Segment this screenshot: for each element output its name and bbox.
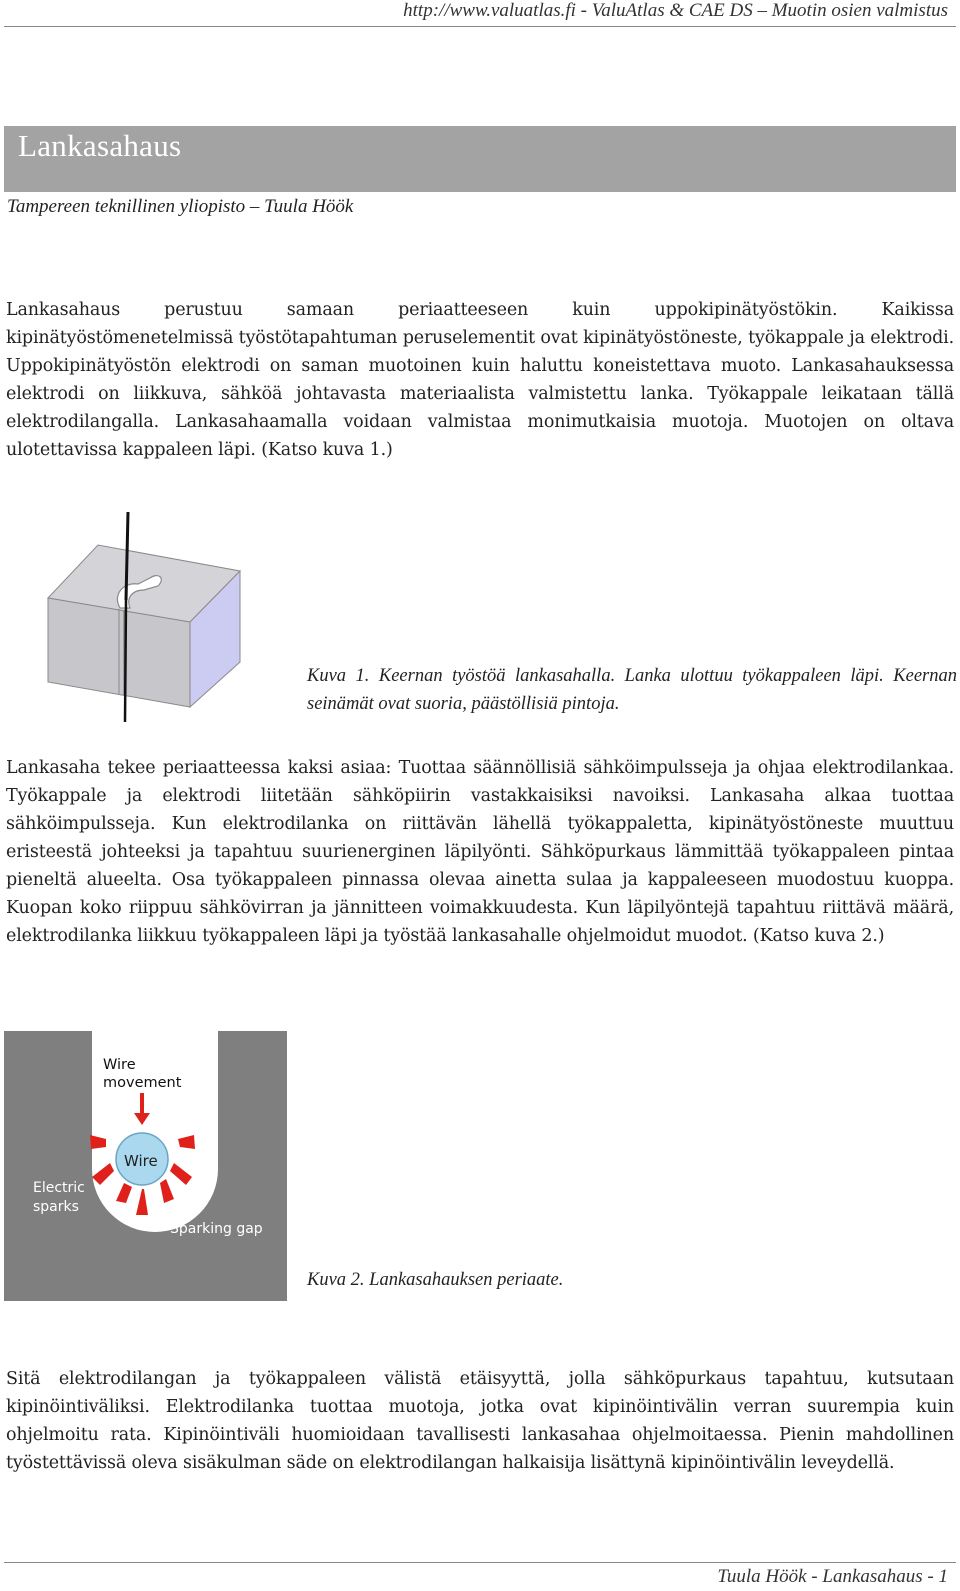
header-url: http://www.valuatlas.fi - ValuAtlas & CAE DS – Muotin osien valmistus [403, 0, 948, 21]
footer-text: Tuula Höök - Lankasahaus - 1 [717, 1566, 948, 1587]
figure-1-image [40, 512, 260, 727]
label-sparking-gap: Sparking gap [170, 1221, 263, 1237]
footer-divider [4, 1562, 956, 1563]
paragraph-principle: Lankasaha tekee periaatteessa kaksi asiaa: Tuottaa säännöllisiä sähköimpulsseja ja ohjaa elektrodilankaa. Työkappale ja elektrodi liitetään sähköpiirin vastakkaisiksi navoiksi. Lankasaha alkaa tuottaa sähköimpulsseja. Kun elektrodilanka on riittävän lähellä työkappaletta, kipinätyöstöneste muuttuu eristeestä johteeksi ja tapahtuu suurienerginen läpilyönti. Sähköpurkaus lämmittää työkappaleen pintaa pieneltä alueelta. Osa työkappaleen pinnassa olevaa ainetta sulaa ja kappaleeseen muodostuu kuoppa. Kuopan koko riippuu sähkövirran ja jännitteen voimakkuudesta. Kun läpilyöntejä tapahtuu riittävä määrä, elektrodilanka liikkuu työkappaleen läpi ja työstää lankasahalle ohjelmoidut muodot. (Katso kuva 2.) [6, 758, 954, 946]
page-title: Lankasahaus [18, 128, 182, 163]
paragraph-sparking-gap: Sitä elektrodilangan ja työkappaleen välistä etäisyyttä, jolla sähköpurkaus tapahtuu, kutsutaan kipinöintiväliksi. Elektrodilanka tuottaa muotoja, jotka ovat kipinöintivälin verran suurempia kuin ohjelmoitu rata. Kipinöintiväli huomioidaan tavallisesti lankasahaa ohjelmoitaessa. Pienin mahdollinen työstettävissä oleva sisäkulman säde on elektrodilangan halkaisija lisättynä kipinöintivälin leveydellä. [6, 1369, 954, 1473]
figure-1-caption: Kuva 1. Keernan työstöä lankasahalla. Lanka ulottuu työkappaleen läpi. Keernan seinämät ovat suoria, päästöllisiä pintoja. [307, 666, 957, 714]
label-wire-movement-2: movement [103, 1075, 182, 1091]
label-wire-movement-1: Wire [103, 1057, 136, 1073]
figure-2-caption: Kuva 2. Lankasahauksen periaate. [307, 1270, 564, 1290]
paragraph-intro: Lankasahaus perustuu samaan periaatteeseen kuin uppokipinätyöstökin. Kaikissa kipinätyöstömenetelmissä työstötapahtuman peruselementit ovat kipinätyöstöneste, työkappale ja elektrodi. Uppokipinätyöstön elektrodi on saman muotoinen kuin haluttu koneistettava muoto. Lankasahauksessa elektrodi on liikkuva, sähköä johtavasta materiaalista valmistettu lanka. Työkappale leikataan tällä elektrodilangalla. Lankasahaamalla voidaan valmistaa monimutkaisia muotoja. Muotojen on oltava ulotettavissa kappaleen läpi. (Katso kuva 1.) [6, 300, 954, 460]
page-subtitle: Tampereen teknillinen yliopisto – Tuula Höök [7, 196, 354, 217]
figure-2-image [4, 1031, 287, 1301]
label-electric-sparks-1: Electric [33, 1180, 85, 1196]
label-wire: Wire [124, 1152, 158, 1170]
header-divider [4, 26, 956, 27]
label-electric-sparks-2: sparks [33, 1199, 79, 1215]
